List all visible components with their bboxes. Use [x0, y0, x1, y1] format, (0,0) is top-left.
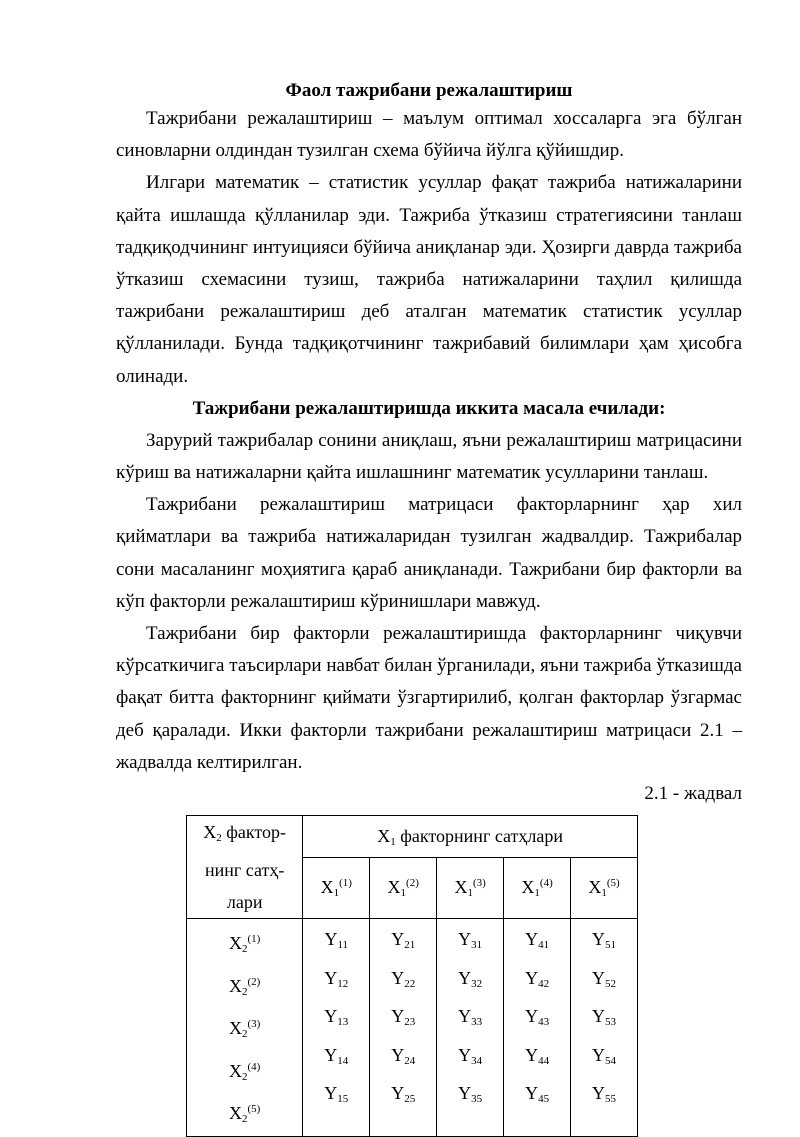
result-cell: $Y_{34}$ — [458, 1044, 483, 1067]
result-cell: $Y_{11}$ — [324, 929, 349, 952]
paragraph: Илгари математик – статистик усуллар фақат тажриба натижаларини қайта ишлашда қўлланилар эди. Тажриба ўтказиш стратегиясини танлаш тадқиқодчининг интуицияси бўйича аниқланар эди. Ҳозирги даврда тажриба ўтказиш схемасини тузиш, тажриба натижаларини таҳлил қилишда тажрибани режалаштириш деб аталган математик статистик усуллар қўлланилади. Бунда тадқиқотчининг тажрибавий билимлари ҳам ҳисобга олинади. — [116, 172, 742, 387]
row-levels-column — [187, 919, 303, 1137]
result-cell: $Y_{41}$ — [525, 929, 550, 952]
row-factor-header: $X_2$ фактор- нинг сатҳ- лари — [187, 816, 303, 919]
result-cell: $Y_{12}$ — [324, 967, 349, 990]
result-cell: $Y_{42}$ — [525, 967, 550, 990]
result-cell: $Y_{15}$ — [324, 1083, 349, 1106]
paragraph: Тажрибани режалаштириш матрицаси факторларнинг ҳар хил қийматлари ва тажриба натижаларидан тузилган жадвалдир. Тажрибалар сони масаланинг моҳиятига қараб аниқланади. Тажрибани бир факторли ва кўп факторли режалаштириш кўринишлари мавжуд. — [116, 494, 742, 612]
result-cell: $Y_{51}$ — [592, 929, 617, 952]
result-column — [370, 919, 437, 1137]
row-level: $X_2^{(2)}$ — [228, 975, 261, 998]
section-title: Фаол тажрибани режалаштириш — [285, 80, 573, 101]
row-level: $X_2^{(5)}$ — [228, 1103, 261, 1126]
result-column — [571, 919, 638, 1137]
row-level: $X_2^{(4)}$ — [228, 1060, 261, 1083]
paragraph: Тажрибани бир факторли режалаштиришда факторларнинг чиқувчи кўрсаткичига таъсирлари навбат билан ўрганилади, яъни тажриба ўтказишда фақат битта факторнинг қиймати ўзгартирилиб, қолган факторлар ўзгармас деб қаралади. Икки факторли тажрибани режалаштириш матрицаси 2.1 – жадвалда келтирилган. — [116, 623, 742, 773]
result-cell: $Y_{35}$ — [458, 1083, 483, 1106]
table-caption: 2.1 - жадвал — [644, 783, 742, 805]
column-factor-header: $X_1$ факторнинг сатҳлари — [303, 816, 638, 858]
row-level: $X_2^{(3)}$ — [228, 1018, 261, 1041]
result-cell: $Y_{14}$ — [324, 1044, 349, 1067]
row-level: $X_2^{(1)}$ — [228, 933, 261, 956]
result-cell: $Y_{52}$ — [592, 967, 617, 990]
result-cell: $Y_{55}$ — [592, 1083, 617, 1106]
result-cell: $Y_{33}$ — [458, 1006, 483, 1029]
section-subtitle: Тажрибани режалаштиришда иккита масала ечилади: — [192, 397, 666, 419]
result-cell: $Y_{43}$ — [525, 1006, 550, 1029]
result-cell: $Y_{24}$ — [391, 1044, 416, 1067]
data-body-row — [187, 919, 638, 1137]
result-cell: $Y_{31}$ — [458, 929, 483, 952]
result-cell: $Y_{53}$ — [592, 1006, 617, 1029]
column-level: $X_1^{(3)}$ — [437, 858, 504, 919]
column-level: $X_1^{(1)}$ — [303, 858, 370, 919]
result-cell: $Y_{23}$ — [391, 1006, 416, 1029]
paragraph: Тажрибани режалаштириш – маълум оптимал хоссаларга эга бўлган синовларни олдиндан тузилган схема бўйича йўлга қўйишдир. — [116, 108, 742, 162]
result-cell: $Y_{13}$ — [324, 1006, 349, 1029]
result-cell: $Y_{32}$ — [458, 967, 483, 990]
column-level: $X_1^{(5)}$ — [571, 858, 638, 919]
result-column — [437, 919, 504, 1137]
planning-matrix-table — [186, 815, 638, 1137]
column-level: $X_1^{(2)}$ — [370, 858, 437, 919]
result-cell: $Y_{45}$ — [525, 1083, 550, 1106]
result-cell: $Y_{54}$ — [592, 1044, 617, 1067]
result-column — [303, 919, 370, 1137]
paragraph: Зарурий тажрибалар сонини аниқлаш, яъни режалаштириш матрицасини кўриш ва натижаларни қайта ишлашнинг математик усулларини танлаш. — [116, 429, 742, 484]
result-cell: $Y_{25}$ — [391, 1083, 416, 1106]
result-column — [504, 919, 571, 1137]
result-cell: $Y_{22}$ — [391, 967, 416, 990]
result-cell: $Y_{44}$ — [525, 1044, 550, 1067]
result-cell: $Y_{21}$ — [391, 929, 416, 952]
document-content — [116, 78, 742, 1137]
column-level: $X_1^{(4)}$ — [504, 858, 571, 919]
